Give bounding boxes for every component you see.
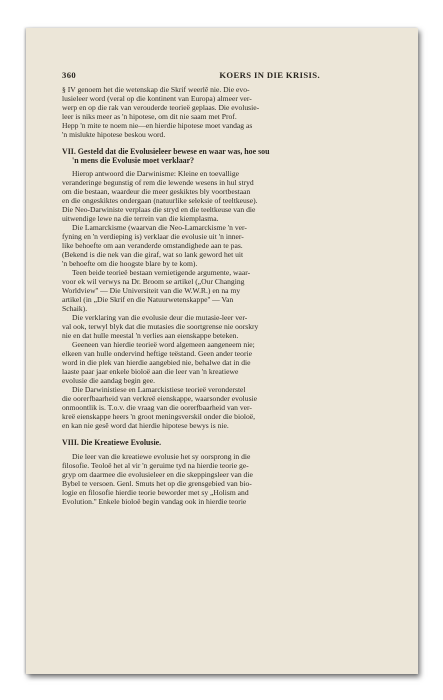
text-line: val ook, terwyl blyk dat die mutasies die soortgrense nie oorskry: [62, 322, 259, 332]
text-line: Worldview'' — Die Universiteit van die W.W.R.) en na my: [62, 286, 241, 296]
running-title: KOERS IN DIE KRISIS.: [219, 70, 320, 80]
book-page: [26, 28, 418, 674]
text-line: 'n behoefte om die hoogste blare by te kom).: [62, 259, 198, 269]
text-line: Geeneen van hierdie teorieë word algemeen aangeneem nie;: [72, 340, 255, 350]
paragraph-intro: [62, 85, 392, 139]
text-line: voor ek wil verwys na Dr. Broom se artikel („Our Changing: [62, 277, 245, 287]
text-line: Die leer van die kreatiewe evolusie het sy oorsprong in die: [72, 451, 251, 461]
text-line: om die bestaan, waardeur die meer geskiktes bly voortbestaan: [62, 187, 251, 197]
text-line: Teen beide teorieë bestaan vernietigende argumente, waar-: [72, 268, 251, 278]
text-line: Die Darwinistiese en Lamarckistiese teorieë veronderstel: [72, 385, 246, 395]
text-line: werp en op die rak van verouderde teorieë geplaas. Die evolusie-: [62, 103, 260, 112]
paragraph-mutation: [62, 313, 392, 340]
text-line: § IV genoem het die wetenskap die Skrif weerlê nie. Die evo-: [62, 85, 250, 94]
paragraph-arguments: [62, 268, 392, 313]
text-line: (Bekend is die nek van die giraf, wat so lank geword het uit: [62, 250, 244, 260]
text-line: Die Lamarckisme (waarvan die Neo-Lamarckisme 'n ver-: [72, 223, 247, 233]
text-line: lusieleer word (veral op die kontinent van Europa) almeer ver-: [62, 94, 252, 103]
text-line: word in die plek van hierdie aangebied nie, behalwe dat in die: [62, 358, 251, 368]
text-line: fyning en 'n verdieping is) verklaar die evolusie uit 'n inner-: [62, 232, 244, 242]
text-line: nie en dat hulle meestal 'n verlies aan eienskappe beteken.: [62, 331, 239, 341]
text-line: Die verklaring van die evolusie deur die mutasie-leer ver-: [72, 313, 248, 323]
text-line: evolusie die aandag begin gee.: [62, 376, 155, 386]
text-line: onmoontlik is. T.o.v. die vraag van die oorerfbaarheid van ver-: [62, 403, 252, 413]
text-line: laaste paar jaar enkele bioloë aan die leer van 'n kreatiewe: [62, 367, 239, 377]
text-line: die oorerfbaarheid van verkreë eienskappe, waarsonder evolusie: [62, 394, 258, 404]
text-line: logie en filosofie hierdie teorie beworder met sy „Holism and: [62, 487, 249, 497]
page-header: [62, 70, 320, 81]
page-number: 360: [62, 70, 77, 80]
paragraph-lamarckism: [62, 223, 392, 268]
text-line: uitwendige lewe na die terrein van die kiemplasma.: [62, 214, 219, 224]
paragraph-creative-evolution: [62, 452, 392, 506]
paragraph-darwinism: [62, 169, 392, 223]
text-line: en die ongeskiktes ondergaan (natuurlike seleksie of teeltkeuse).: [62, 196, 258, 206]
text-line: veranderinge begunstig of rem die lewende wesens in hul stryd: [62, 178, 254, 188]
text-line: filosofie. Teoloë het al vir 'n geruime tyd na hierdie teorie ge-: [62, 460, 249, 470]
text-line: Hierop antwoord die Darwinisme: Kleine en toevallige: [72, 169, 240, 179]
text-line: Die Neo-Darwiniste verplaas die stryd en die teeltkeuse van die: [62, 205, 256, 215]
text-line: Hepp 'n mite te noem nie—en hierdie hipotese moet vandag as: [62, 121, 253, 130]
text-line: elkeen van hulle ondervind heftige teëstand. Geen ander teorie: [62, 349, 252, 359]
text-line: en kan nie gesê word dat hierdie hipotese bewys is nie.: [62, 421, 229, 431]
heading-line: 'n mens die Evolusie moet verklaar?: [72, 156, 195, 166]
text-line: 'n mislukte hipotese beskou word.: [62, 130, 166, 139]
text-line: artikel (in „Die Skrif en die Natuurwetenskappe'' — Van: [62, 295, 234, 305]
text-line: Schaik).: [62, 304, 88, 314]
text-line: Evolution.'' Enkele bioloë begin vandag ook in hierdie teorie: [62, 496, 247, 506]
heading-line: VII. Gesteld dat die Evolusieleer bewese en waar was, hoe sou: [62, 147, 270, 156]
paragraph-heredity: [62, 385, 392, 430]
section-heading-vii: [62, 147, 392, 165]
text-line: leer is niks meer as 'n hipotese, om dit nie saam met Prof.: [62, 112, 237, 121]
heading-line: VIII. Die Kreatiewe Evolusie.: [62, 438, 162, 448]
text-line: gryp om daarmee die evolusieleer en die skeppingsleer van die: [62, 469, 253, 479]
section-heading-viii: [62, 438, 392, 447]
paragraph-no-theory: [62, 340, 392, 385]
text-line: Bybel te versoen. Genl. Smuts het op die grensgebied van bio-: [62, 478, 252, 488]
text-line: like behoefte om aan veranderde omstandighede aan te pas.: [62, 241, 243, 251]
text-line: kreë eienskappe heers 'n groot meningsverskil onder die bioloë,: [62, 412, 256, 422]
